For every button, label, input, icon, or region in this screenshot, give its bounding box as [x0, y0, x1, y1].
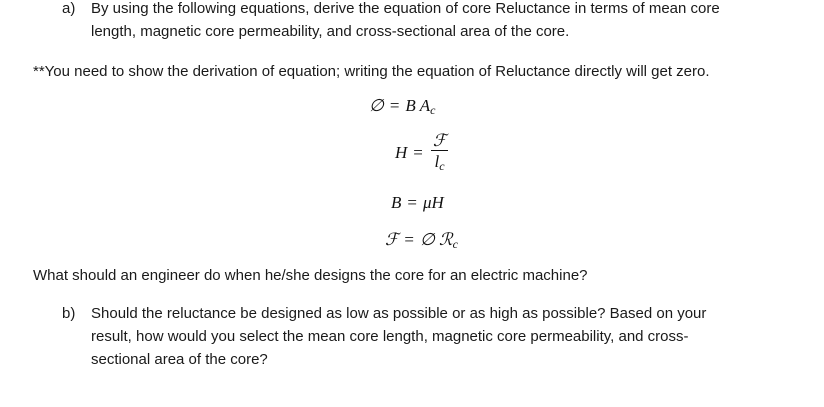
equation-mmf-equals: = — [404, 230, 414, 249]
equation-flux-equals: = — [389, 96, 400, 115]
equation-density-lhs: B — [391, 193, 402, 212]
equation-flux — [369, 96, 435, 118]
question-a — [62, 0, 822, 43]
equation-density-equals: = — [407, 193, 417, 212]
equation-field-fraction — [431, 132, 448, 176]
question-b-line2: result, how would you select the mean core length, magnetic core permeability, and cross- — [91, 328, 689, 345]
question-b-line3: sectional area of the core? — [91, 351, 268, 368]
equation-field-denominator-subscript: c — [439, 159, 445, 173]
equation-field-denominator-base: l — [434, 152, 440, 171]
equation-mmf-subscript: c — [452, 237, 458, 251]
question-a-label: a) — [62, 0, 76, 17]
equation-flux-lhs: ∅ — [369, 96, 384, 115]
equation-field-intensity — [395, 132, 448, 176]
equation-field-lhs: H — [395, 142, 408, 162]
question-b-line1: Should the reluctance be designed as low as possible or as high as possible? Based on your — [91, 305, 707, 322]
equation-density-rhs: μH — [422, 193, 444, 212]
equation-flux-rhs: B A — [405, 96, 431, 115]
equation-flux-subscript: c — [430, 103, 436, 117]
equation-flux-density — [391, 193, 444, 213]
question-b-label: b) — [62, 305, 76, 322]
equation-mmf-lhs: ℱ — [385, 230, 399, 249]
equation-field-numerator: ℱ — [432, 131, 447, 150]
question-b — [62, 302, 782, 371]
equation-field-equals: = — [413, 142, 423, 162]
question-a-line2: length, magnetic core permeability, and cross-sectional area of the core. — [91, 23, 570, 40]
derivation-note: **You need to show the derivation of equation; writing the equation of Reluctance directly will get zero. — [33, 63, 710, 80]
equation-field-denominator — [431, 151, 448, 176]
question-design: What should an engineer do when he/she designs the core for an electric machine? — [33, 267, 588, 284]
question-a-line1: By using the following equations, derive the equation of core Reluctance in terms of mean core — [91, 0, 720, 17]
equation-mmf-rhs: ∅ ℛ — [419, 230, 453, 249]
equation-mmf — [385, 230, 458, 252]
